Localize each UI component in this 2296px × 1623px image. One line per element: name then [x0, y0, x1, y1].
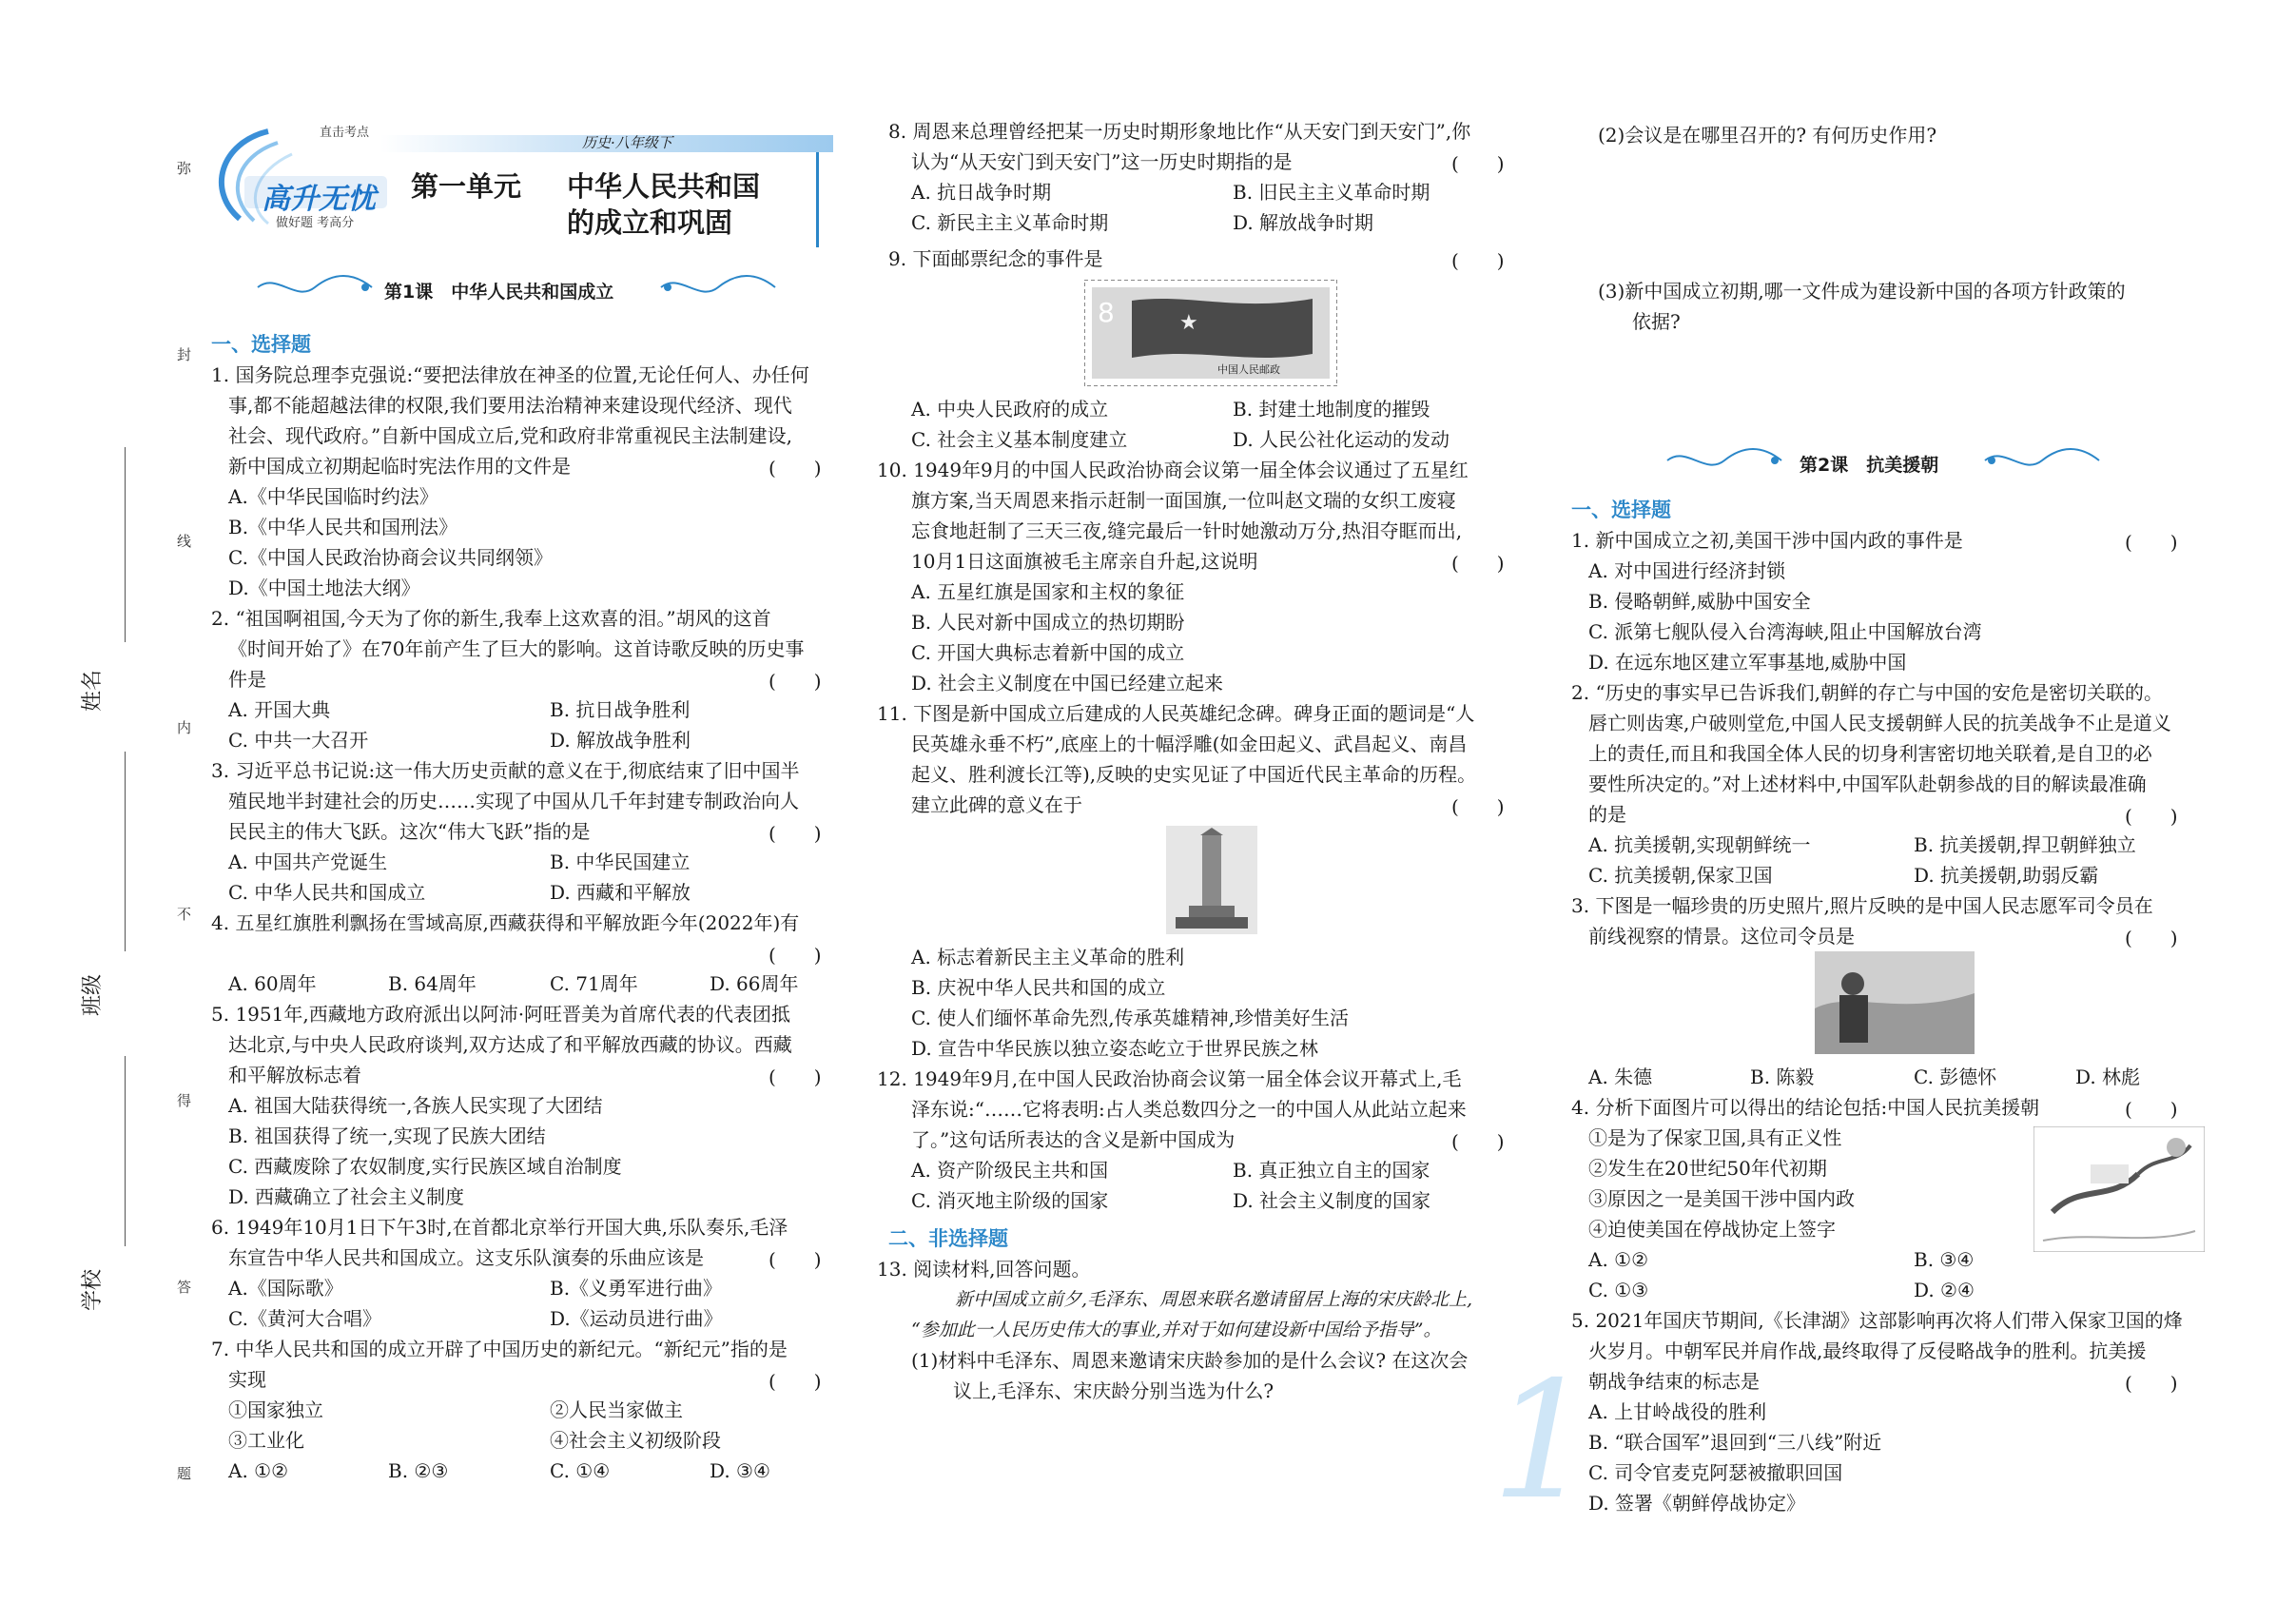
- option: D. 解放战争胜利: [550, 729, 691, 752]
- option: A. 60周年: [228, 972, 317, 995]
- option: B. 侵略朝鲜,威胁中国安全: [1588, 590, 1811, 613]
- option: B. 陈毅: [1750, 1066, 1815, 1088]
- q-line: 上的责任,而且和我国全体人民的切身利害密切地关联着,是自卫的必: [1588, 742, 2152, 765]
- answer-blank[interactable]: ( ): [1451, 152, 1505, 175]
- q-line: 前线视察的情景。这位司令员是: [1588, 925, 1855, 948]
- margin-char: 弥: [177, 160, 192, 177]
- q-line: (1)材料中毛泽东、周恩来邀请宋庆龄参加的是什么会议? 在这次会: [911, 1349, 1469, 1372]
- option: B. ②③: [388, 1459, 449, 1482]
- q-line: 新中国成立初期起临时宪法作用的文件是: [228, 455, 571, 478]
- answer-blank[interactable]: ( ): [769, 670, 822, 693]
- answer-blank[interactable]: ( ): [2125, 927, 2178, 949]
- q-line: 和平解放标志着: [228, 1064, 361, 1086]
- section-choice-1: 一、选择题: [211, 333, 311, 356]
- q-line: 1. 国务院总理李克强说:“要把法律放在神圣的位置,无论任何人、办任何: [211, 363, 809, 386]
- margin-char: 不: [177, 906, 192, 923]
- answer-blank[interactable]: ( ): [769, 1370, 822, 1393]
- option: A. 抗日战争时期: [911, 181, 1052, 204]
- option: B. 64周年: [388, 972, 477, 995]
- header-rule: [816, 152, 819, 247]
- monument-image: [1166, 826, 1257, 934]
- option: A. 朱德: [1588, 1066, 1653, 1088]
- answer-blank[interactable]: ( ): [769, 1066, 822, 1088]
- option: C. 彭德怀: [1914, 1066, 1997, 1088]
- option: D. 在远东地区建立军事基地,威胁中国: [1588, 651, 1907, 674]
- option: B. “联合国军”退回到“三八线”附近: [1588, 1431, 1882, 1454]
- lesson1-title: 第1课 中华人民共和国成立: [384, 282, 614, 303]
- q-line: 社会、现代政府。”自新中国成立后,党和政府非常重视民主法制建设,: [228, 424, 792, 447]
- material-text: 新中国成立前夕,毛泽东、周恩来联名邀请留居上海的宋庆龄北上,: [955, 1289, 1473, 1310]
- section-nonchoice: 二、非选择题: [888, 1227, 1008, 1250]
- q-line: 旗方案,当天周恩来指示赶制一面国旗,一位叫赵文瑞的女织工废寝: [911, 489, 1456, 512]
- margin-char: 得: [177, 1092, 192, 1109]
- q-line: 12. 1949年9月,在中国人民政治协商会议第一届全体会议开幕式上,毛: [877, 1067, 1462, 1090]
- q-line: 3. 习近平总书记说:这一伟大历史贡献的意义在于,彻底结束了旧中国半: [211, 759, 800, 782]
- section-choice-2: 一、选择题: [1571, 499, 1671, 521]
- q-line: 1. 新中国成立之初,美国干涉中国内政的事件是: [1571, 529, 1963, 552]
- answer-blank[interactable]: ( ): [1451, 249, 1505, 272]
- q-line: 10. 1949年9月的中国人民政治协商会议第一届全体会议通过了五星红: [877, 459, 1469, 481]
- option: A. ①②: [228, 1459, 289, 1482]
- option: B. 封建土地制度的摧毁: [1233, 398, 1430, 420]
- option: B. 祖国获得了统一,实现了民族大团结: [228, 1124, 546, 1147]
- q-line: 的是: [1588, 803, 1626, 826]
- q-line: 起义、胜利渡长江等),反映的史实见证了中国近代民主革命的历程。: [911, 763, 1477, 786]
- option: B. 抗日战争胜利: [550, 698, 691, 721]
- option: A. 上甘岭战役的胜利: [1588, 1400, 1767, 1423]
- q-line: 民民主的伟大飞跃。这次“伟大飞跃”指的是: [228, 820, 591, 843]
- q-line: 《时间开始了》在70年前产生了巨大的影响。这首诗歌反映的历史事: [228, 637, 805, 660]
- answer-blank[interactable]: ( ): [769, 822, 822, 845]
- option: C. 使人们缅怀革命先烈,传承英雄精神,珍惜美好生活: [911, 1007, 1350, 1029]
- class-label: 班级: [81, 973, 105, 1016]
- subject-label: 历史·八年级下: [582, 134, 672, 151]
- q-line: 8. 周恩来总理曾经把某一历史时期形象地比作“从天安门到天安门”,你: [888, 120, 1471, 143]
- option: ③原因之一是美国干涉中国内政: [1588, 1187, 1855, 1210]
- class-line: [125, 752, 126, 951]
- option: A. 资产阶级民主共和国: [911, 1159, 1109, 1182]
- q-line: 13. 阅读材料,回答问题。: [877, 1258, 1091, 1281]
- option: D. 社会主义制度的国家: [1233, 1189, 1431, 1212]
- q-line: 件是: [228, 668, 266, 691]
- option: ④社会主义初级阶段: [550, 1429, 721, 1452]
- unit-label: 第一单元: [411, 170, 522, 203]
- option: A.《国际歌》: [228, 1277, 343, 1300]
- q-line: 依据?: [1632, 310, 1681, 333]
- option: A. 中央人民政府的成立: [911, 398, 1109, 420]
- option: ④迫使美国在停战协定上签字: [1588, 1218, 1836, 1241]
- option: D. 宣告中华民族以独立姿态屹立于世界民族之林: [911, 1037, 1319, 1060]
- q-line: 实现: [228, 1368, 266, 1391]
- margin-char: 线: [177, 533, 192, 550]
- q-line: 5. 2021年国庆节期间,《长津湖》这部影响再次将人们带入保家卫国的烽: [1571, 1309, 2183, 1332]
- q-line: 火岁月。中朝军民并肩作战,最终取得了反侵略战争的胜利。抗美援: [1588, 1339, 2147, 1362]
- option: ②发生在20世纪50年代初期: [1588, 1157, 1827, 1180]
- q-line: 9. 下面邮票纪念的事件是: [888, 247, 1103, 270]
- q-line: 4. 分析下面图片可以得出的结论包括:中国人民抗美援朝: [1571, 1096, 2040, 1119]
- q-line: 忘食地赶制了三天三夜,缝完最后一针时她激动万分,热泪夺眶而出,: [911, 519, 1463, 542]
- option: D. 林彪: [2075, 1066, 2141, 1088]
- logo-top-text: 直击考点: [320, 126, 370, 140]
- q-line: 了。”这句话所表达的含义是新中国成为: [911, 1128, 1236, 1151]
- answer-blank[interactable]: ( ): [2125, 1098, 2178, 1121]
- option: D. ②④: [1914, 1279, 1975, 1301]
- option: C.《中国人民政治协商会议共同纲领》: [228, 546, 553, 569]
- margin-char: 答: [177, 1279, 192, 1296]
- answer-blank[interactable]: ( ): [2125, 805, 2178, 828]
- q-line: 3. 下图是一幅珍贵的历史照片,照片反映的是中国人民志愿军司令员在: [1571, 894, 2153, 917]
- option: C. ①③: [1588, 1279, 1649, 1301]
- q-line: 10月1日这面旗被毛主席亲自升起,这说明: [911, 550, 1258, 573]
- option: C. 派第七舰队侵入台湾海峡,阻止中国解放台湾: [1588, 620, 1982, 643]
- answer-blank[interactable]: ( ): [769, 944, 822, 967]
- q-line: 议上,毛泽东、宋庆龄分别当选为什么?: [953, 1379, 1274, 1402]
- q-line: 6. 1949年10月1日下午3时,在首都北京举行开国大典,乐队奏乐,毛泽: [211, 1216, 788, 1239]
- material-text: “参加此一人民历史伟大的事业,并对于如何建设新中国给予指导”。: [911, 1320, 1442, 1340]
- school-line: [125, 1056, 126, 1246]
- margin-char: 封: [177, 346, 192, 363]
- option: B. 抗美援朝,捍卫朝鲜独立: [1914, 833, 2136, 856]
- option: D. ③④: [710, 1459, 770, 1482]
- answer-blank[interactable]: ( ): [1451, 1130, 1505, 1153]
- option: B.《中华人民共和国刑法》: [228, 516, 458, 538]
- page-number: 1: [1491, 1347, 1595, 1535]
- option: D. 抗美援朝,助弱反霸: [1914, 864, 2099, 887]
- option: D.《运动员进行曲》: [550, 1307, 723, 1330]
- option: B.《义勇军进行曲》: [550, 1277, 723, 1300]
- q-line: 朝战争结束的标志是: [1588, 1370, 1760, 1393]
- option: A. 祖国大陆获得统一,各族人民实现了大团结: [228, 1094, 603, 1117]
- option: B. 中华民国建立: [550, 851, 691, 873]
- option: D. 66周年: [710, 972, 799, 995]
- name-line: [125, 447, 126, 642]
- q-line: 5. 1951年,西藏地方政府派出以阿沛·阿旺晋美为首席代表的代表团抵: [211, 1003, 791, 1026]
- option: C. 西藏废除了农奴制度,实行民族区域自治制度: [228, 1155, 622, 1178]
- option: B. 人民对新中国成立的热切期盼: [911, 611, 1185, 634]
- option: C. 开国大典标志着新中国的成立: [911, 641, 1185, 664]
- q-line: 达北京,与中央人民政府谈判,双方达成了和平解放西藏的协议。西藏: [228, 1033, 792, 1056]
- option: A. 标志着新民主主义革命的胜利: [911, 946, 1185, 968]
- option: D. 社会主义制度在中国已经建立起来: [911, 672, 1224, 694]
- logo-main-text: 高升无忧: [262, 183, 376, 216]
- option: B. 真正独立自主的国家: [1233, 1159, 1430, 1182]
- q-line: 要性所决定的。”对上述材料中,中国军队赴朝参战的目的解读最准确: [1588, 772, 2147, 795]
- answer-blank[interactable]: ( ): [1451, 552, 1505, 575]
- margin-char: 题: [177, 1465, 192, 1482]
- q-line: 东宣告中华人民共和国成立。这支乐队演奏的乐曲应该是: [228, 1246, 704, 1269]
- option: A.《中华民国临时约法》: [228, 485, 438, 508]
- option: A. 五星红旗是国家和主权的象征: [911, 580, 1185, 603]
- q-line: 2. “历史的事实早已告诉我们,朝鲜的存亡与中国的安危是密切关联的。: [1571, 681, 2164, 704]
- option: C. 社会主义基本制度建立: [911, 428, 1128, 451]
- option: ①国家独立: [228, 1398, 323, 1421]
- option: C. ①④: [550, 1459, 611, 1482]
- option: D. 西藏确立了社会主义制度: [228, 1185, 465, 1208]
- option: C. 中华人民共和国成立: [228, 881, 426, 904]
- option: C. 司令官麦克阿瑟被撤职回国: [1588, 1461, 1843, 1484]
- q-line: 2. “祖国啊祖国,今天为了你的新生,我奉上这欢喜的泪。”胡风的这首: [211, 607, 771, 630]
- q-line: 4. 五星红旗胜利飘扬在雪域高原,西藏获得和平解放距今年(2022年)有: [211, 911, 800, 934]
- name-label: 姓名: [81, 669, 105, 712]
- option: C.《黄河大合唱》: [228, 1307, 381, 1330]
- option: B. 旧民主主义革命时期: [1233, 181, 1430, 204]
- option: A. 中国共产党诞生: [228, 851, 388, 873]
- ornament-right-icon: [1980, 443, 2104, 478]
- q-line: 民英雄永垂不朽”,底座上的十幅浮雕(如金田起义、武昌起义、南昌: [911, 733, 1468, 755]
- option: D. 西藏和平解放: [550, 881, 691, 904]
- option: D.《中国土地法大纲》: [228, 577, 420, 599]
- unit-title-2: 的成立和巩固: [567, 206, 733, 239]
- q-line: (3)新中国成立初期,哪一文件成为建设新中国的各项方针政策的: [1598, 280, 2126, 303]
- option: B. 庆祝中华人民共和国的成立: [911, 976, 1166, 999]
- q-line: (2)会议是在哪里召开的? 有何历史作用?: [1598, 124, 1937, 147]
- margin-char: 内: [177, 719, 192, 736]
- stamp-caption: 中国人民邮政: [1217, 363, 1280, 376]
- answer-blank[interactable]: ( ): [2125, 531, 2178, 554]
- q-line: 11. 下图是新中国成立后建成的人民英雄纪念碑。碑身正面的题词是“人: [877, 702, 1475, 725]
- option: D. 签署《朝鲜停战协定》: [1588, 1492, 1806, 1515]
- commander-photo: [1815, 951, 1975, 1054]
- unit-title-1: 中华人民共和国: [567, 170, 761, 203]
- cartoon-image: [2033, 1126, 2205, 1252]
- option: ①是为了保家卫国,具有正义性: [1588, 1126, 1842, 1149]
- q-line: 泽东说:“……它将表明:占人类总数四分之一的中国人从此站立起来: [911, 1098, 1467, 1121]
- option: A. 开国大典: [228, 698, 331, 721]
- answer-blank[interactable]: ( ): [769, 457, 822, 479]
- q-line: 事,都不能超越法律的权限,我们要用法治精神来建设现代经济、现代: [228, 394, 792, 417]
- option: ③工业化: [228, 1429, 304, 1452]
- answer-blank[interactable]: ( ): [769, 1248, 822, 1271]
- option: C. 中共一大召开: [228, 729, 369, 752]
- option: D. 人民公社化运动的发动: [1233, 428, 1450, 451]
- q-line: 建立此碑的意义在于: [911, 793, 1082, 816]
- answer-blank[interactable]: ( ): [2125, 1372, 2178, 1395]
- school-label: 学校: [81, 1268, 105, 1311]
- q-line: 殖民地半封建社会的历史……实现了中国从几千年封建专制政治向人: [228, 790, 799, 812]
- option: ②人民当家做主: [550, 1398, 683, 1421]
- answer-blank[interactable]: ( ): [1451, 795, 1505, 818]
- ornament-right-icon: [656, 270, 780, 304]
- ornament-left-icon: [253, 270, 377, 304]
- option: C. 抗美援朝,保家卫国: [1588, 864, 1773, 887]
- option: B. ③④: [1914, 1248, 1975, 1271]
- option: C. 消灭地主阶级的国家: [911, 1189, 1109, 1212]
- option: A. 抗美援朝,实现朝鲜统一: [1588, 833, 1811, 856]
- q-line: 7. 中华人民共和国的成立开辟了中国历史的新纪元。“新纪元”指的是: [211, 1338, 788, 1360]
- svg-text:★: ★: [1179, 311, 1198, 335]
- ornament-left-icon: [1663, 443, 1786, 478]
- q-line: 唇亡则齿寒,户破则堂危,中国人民支援朝鲜人民的抗美战争不止是道义: [1588, 712, 2171, 734]
- option: C. 新民主主义革命时期: [911, 211, 1109, 234]
- stamp-value: 8: [1098, 297, 1115, 328]
- option: D. 解放战争时期: [1233, 211, 1374, 234]
- logo-sub-text: 做好题 考高分: [276, 216, 355, 230]
- option: A. ①②: [1588, 1248, 1649, 1271]
- lesson2-title: 第2课 抗美援朝: [1800, 455, 1939, 476]
- q-line: 认为“从天安门到天安门”这一历史时期指的是: [911, 150, 1293, 173]
- option: A. 对中国进行经济封锁: [1588, 559, 1786, 582]
- stamp-image: [1084, 280, 1337, 386]
- option: C. 71周年: [550, 972, 638, 995]
